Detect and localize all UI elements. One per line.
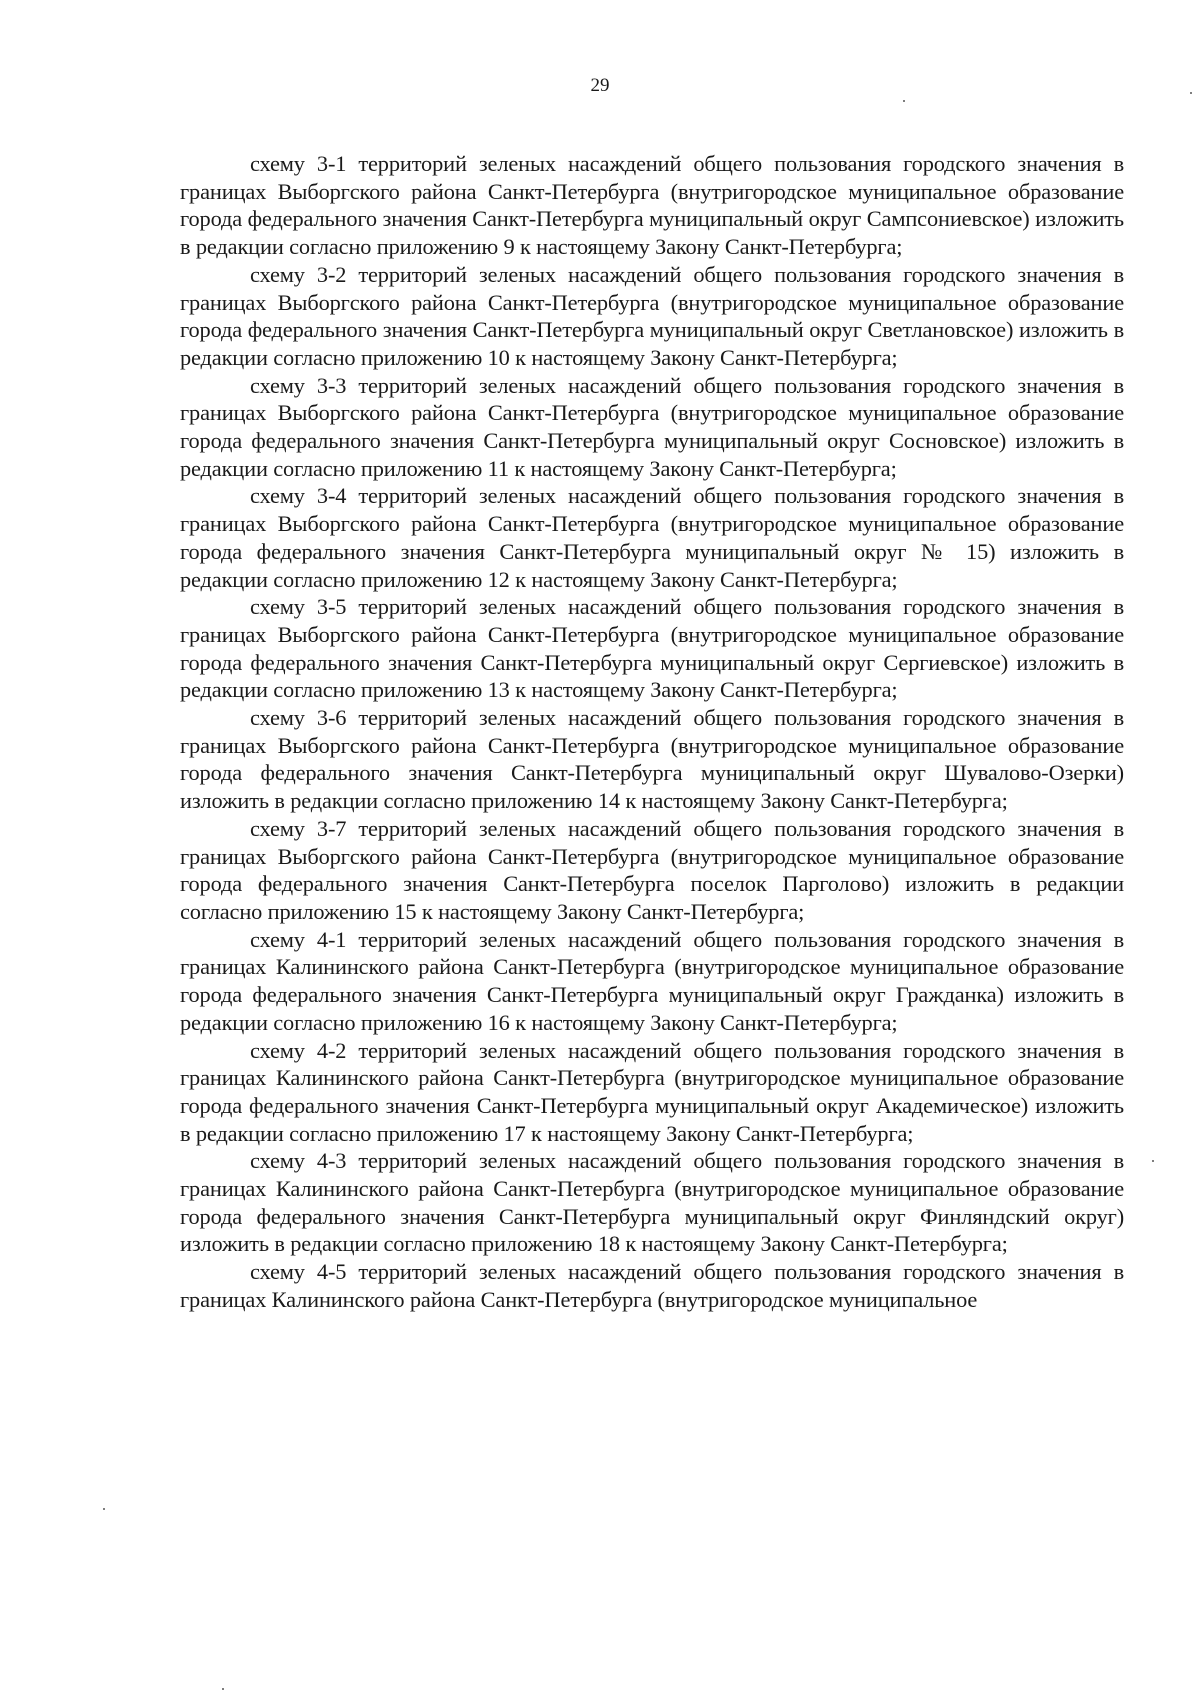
paragraph-scheme-3-3: схему 3-3 территорий зеленых насаждений общего пользования городского значения в границах Выборгского района Санкт-Петербурга (внутригородское муниципальное образование города федерального значения Санкт-Петербурга муниципальный округ Сосновское) изложить в редакции согласно приложению 11 к настоящему Закону Санкт-Петербурга; [180, 372, 1124, 481]
paragraph-scheme-4-1: схему 4-1 территорий зеленых насаждений общего пользования городского значения в границах Калининского района Санкт-Петербурга (внутригородское муниципальное образование города федерального значения Санкт-Петербурга муниципальный округ Гражданка) изложить в редакции согласно приложению 16 к настоящему Закону Санкт-Петербурга; [180, 926, 1124, 1035]
scan-speck [103, 1508, 105, 1510]
paragraph-scheme-3-7: схему 3-7 территорий зеленых насаждений общего пользования городского значения в границах Выборгского района Санкт-Петербурга (внутригородское муниципальное образование города федерального значения Санкт-Петербурга поселок Парголово) изложить в редакции согласно приложению 15 к настоящему Закону Санкт-Петербурга; [180, 815, 1124, 924]
scan-speck [1190, 92, 1192, 94]
scan-speck [222, 1688, 224, 1690]
document-body [180, 150, 1124, 1314]
page-number: 29 [590, 75, 610, 96]
paragraph-scheme-4-2: схему 4-2 территорий зеленых насаждений общего пользования городского значения в границах Калининского района Санкт-Петербурга (внутригородское муниципальное образование города федерального значения Санкт-Петербурга муниципальный округ Академическое) изложить в редакции согласно приложению 17 к настоящему Закону Санкт-Петербурга; [180, 1037, 1124, 1146]
scan-speck [1152, 1160, 1154, 1162]
scan-speck [903, 100, 905, 102]
paragraph-scheme-3-4: схему 3-4 территорий зеленых насаждений общего пользования городского значения в границах Выборгского района Санкт-Петербурга (внутригородское муниципальное образование города федерального значения Санкт-Петербурга муниципальный округ № 15) изложить в редакции согласно приложению 12 к настоящему Закону Санкт-Петербурга; [180, 483, 1124, 592]
paragraph-scheme-3-2: схему 3-2 территорий зеленых насаждений общего пользования городского значения в границах Выборгского района Санкт-Петербурга (внутригородское муниципальное образование города федерального значения Санкт-Петербурга муниципальный округ Светлановское) изложить в редакции согласно приложению 10 к настоящему Закону Санкт-Петербурга; [180, 261, 1124, 370]
paragraph-scheme-3-5: схему 3-5 территорий зеленых насаждений общего пользования городского значения в границах Выборгского района Санкт-Петербурга (внутригородское муниципальное образование города федерального значения Санкт-Петербурга муниципальный округ Сергиевское) изложить в редакции согласно приложению 13 к настоящему Закону Санкт-Петербурга; [180, 594, 1124, 703]
paragraph-scheme-3-6: схему 3-6 территорий зеленых насаждений общего пользования городского значения в границах Выборгского района Санкт-Петербурга (внутригородское муниципальное образование города федерального значения Санкт-Петербурга муниципальный округ Шувалово-Озерки) изложить в редакции согласно приложению 14 к настоящему Закону Санкт-Петербурга; [180, 705, 1124, 814]
paragraph-scheme-3-1: схему 3-1 территорий зеленых насаждений общего пользования городского значения в границах Выборгского района Санкт-Петербурга (внутригородское муниципальное образование города федерального значения Санкт-Петербурга муниципальный округ Сампсониевское) изложить в редакции согласно приложению 9 к настоящему Закону Санкт-Петербурга; [180, 151, 1124, 260]
paragraph-scheme-4-5: схему 4-5 территорий зеленых насаждений общего пользования городского значения в границах Калининского района Санкт-Петербурга (внутригородское муниципальное [180, 1259, 1124, 1312]
paragraph-scheme-4-3: схему 4-3 территорий зеленых насаждений общего пользования городского значения в границах Калининского района Санкт-Петербурга (внутригородское муниципальное образование города федерального значения Санкт-Петербурга муниципальный округ Финляндский округ) изложить в редакции согласно приложению 18 к настоящему Закону Санкт-Петербурга; [180, 1148, 1124, 1257]
